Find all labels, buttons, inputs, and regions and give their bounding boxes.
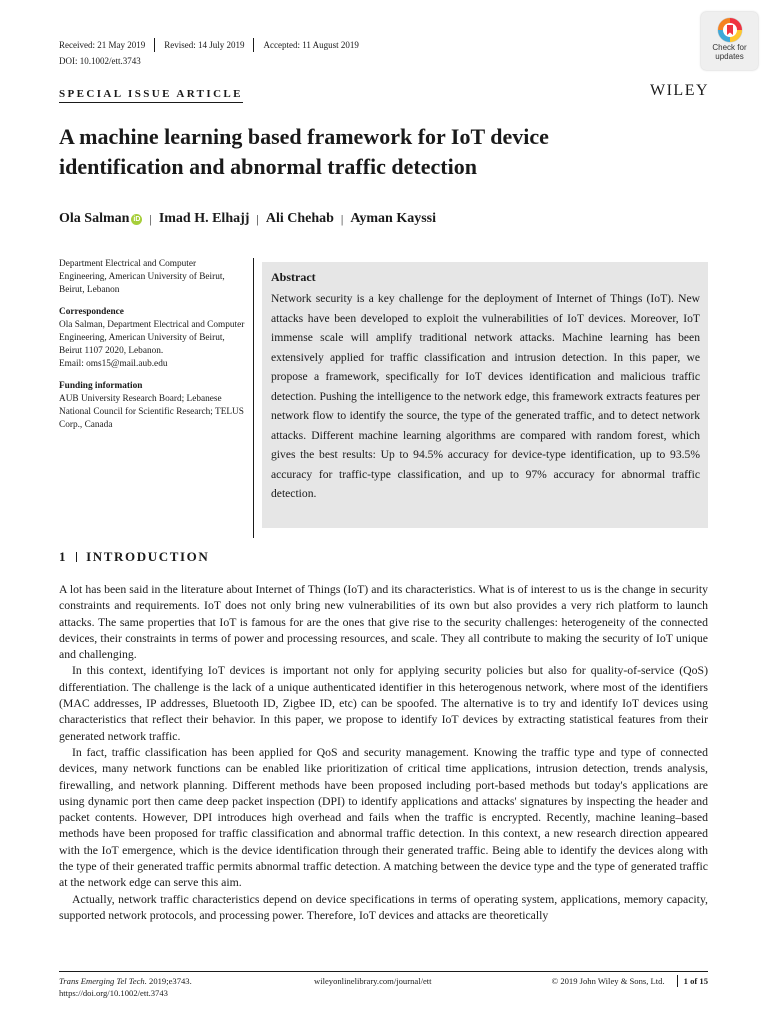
publisher-logo: WILEY (650, 82, 710, 99)
article-type: SPECIAL ISSUE ARTICLE (59, 88, 243, 103)
accepted-date: Accepted: 11 August 2019 (263, 40, 359, 50)
footer-right (552, 975, 708, 987)
divider (76, 552, 77, 562)
badge-label-line2: updates (715, 52, 744, 61)
abstract-heading: Abstract (271, 270, 316, 284)
author-separator: | (340, 211, 344, 226)
paragraph: In this context, identifying IoT devices is important not only for applying security policies but also for quality-of-service (QoS) differentiation. The challenge is the lack of a unique authenticated identifier in this heterogenous network, where most of the identifiers (MAC addresses, IP addresses, Bluetooth ID, Zigbee ID, etc) can be spoofed. The alternative is to try and identify IoT devices using characteristics that reflect their behavior. In this paper, we propose to identify IoT devices by extracting statistical features from their generated network traffic. (59, 664, 708, 743)
submission-dates (59, 38, 368, 52)
abstract-box (262, 262, 708, 528)
crossmark-icon (717, 17, 743, 43)
revised-date: Revised: 14 July 2019 (164, 40, 245, 50)
copyright: © 2019 John Wiley & Sons, Ltd. (551, 976, 665, 986)
page-number: 1 of 15 (683, 976, 708, 986)
doi-link[interactable]: https://doi.org/10.1002/ett.3743 (59, 988, 168, 998)
article-title: A machine learning based framework for IoT device identification and abnormal traffic detection (59, 124, 549, 179)
author-separator: | (149, 211, 152, 226)
citation-block (59, 975, 192, 999)
author-name[interactable]: Ali Chehab (265, 211, 334, 226)
correspondence-email[interactable]: Email: oms15@mail.aub.edu (59, 359, 168, 369)
page-footer (59, 975, 708, 1003)
citation: 2019;e3743. (146, 976, 192, 986)
check-for-updates-badge[interactable] (701, 12, 758, 70)
paragraph: A lot has been said in the literature about Internet of Things (IoT) and its characteristics. What is of interest to us is the change in security constraints and requirements. IoT does not only bring new vulnerabilities of its own but also provides a very rich platform to launch attacks. The same properties that IoT is famous for are the ones that give rise to the security challenges: heterogeneity of the connected devices, their constraints in terms of power and processing resources, and scale. They all contribute to making the security of IoT unique and challenging. (59, 583, 708, 662)
section-title: INTRODUCTION (86, 549, 210, 564)
correspondence-address: Ola Salman, Department Electrical and Computer Engineering, American University of Beirut, Beirut 1107 2020, Lebanon. (59, 320, 245, 356)
author-separator: | (256, 211, 259, 226)
body-text (59, 582, 708, 924)
author-list (59, 211, 436, 227)
orcid-icon[interactable]: iD (133, 215, 141, 223)
divider (677, 975, 678, 987)
affiliation: Department Electrical and Computer Engineering, American University of Beirut, Beirut, Lebanon (59, 259, 225, 295)
correspondence-heading: Correspondence (59, 307, 124, 317)
footer-rule (59, 971, 708, 972)
author-name[interactable]: Ola Salman (59, 211, 130, 226)
author-name[interactable]: Ayman Kayssi (350, 211, 437, 226)
column-divider (253, 258, 254, 538)
abstract-text: Network security is a key challenge for the deployment of Internet of Things (IoT). New attacks have been developed to exploit the vulnerabilities of IoT devices. Moreover, IoT immense scale will amplify traditional network attacks. Machine learning has been extensively applied for traffic classification and intrusion detection. In this paper, we propose a framework, specifically for IoT devices identification and malicious traffic detection. Pushing the intelligence to the network edge, this framework extracts features per network flow to identify the source, the type of the generated traffic, and to detect network attacks. Different machine learning algorithms are compared with random forest, which gives the best results: Up to 94.5% accuracy for device-type identification, up to 93.5% accuracy for traffic-type classification, and up to 97% accuracy for abnormal traffic detection. (271, 292, 700, 500)
funding-info: AUB University Research Board; Lebanese National Council for Scientific Research; TELUS Corp., Canada (59, 394, 244, 430)
section-number: 1 (59, 549, 68, 564)
journal-site-link[interactable]: wileyonlinelibrary.com/journal/ett (314, 976, 432, 986)
badge-label-line1: Check for (712, 43, 747, 52)
doi: DOI: 10.1002/ett.3743 (59, 56, 141, 66)
paragraph: Actually, network traffic characteristics depend on device specifications in terms of operating system, applications, memory capacity, supported network protocols, and processing power. Therefore, IoT devices and attacks are theoretically (59, 892, 708, 922)
section-heading (59, 549, 209, 565)
received-date: Received: 21 May 2019 (59, 40, 146, 50)
journal-name: Trans Emerging Tel Tech. (59, 976, 147, 986)
funding-heading: Funding information (59, 381, 143, 391)
author-name[interactable]: Imad H. Elhajj (158, 211, 250, 226)
article-info-column (59, 258, 245, 432)
paragraph: In fact, traffic classification has been applied for QoS and security management. Knowing the traffic type and type of connected devices, many network functions can be enabled like prioritization of critical time applications, intrusion detection, trends analysis, firewalling, and network planning. Different methods have been proposed including port-based methods but today's applications are using dynamic port then came deep packet inspection (DPI) to identify applications and attacks' signatures by inspecting the header and packet contents. However, DPI introduces high overhead and fails when the traffic is encrypted. Recently, machine leaning–based methods have been proposed for traffic classification and abnormal traffic detection. In this context, a new research direction appeared with the IoT emergence, which is the device identification through their generated traffic. Being able to identify the devices along with the type of their generated traffic permits abnormal traffic detection. A matching between the device type and the type of generated traffic at the network edge can serve this aim. (59, 745, 708, 890)
